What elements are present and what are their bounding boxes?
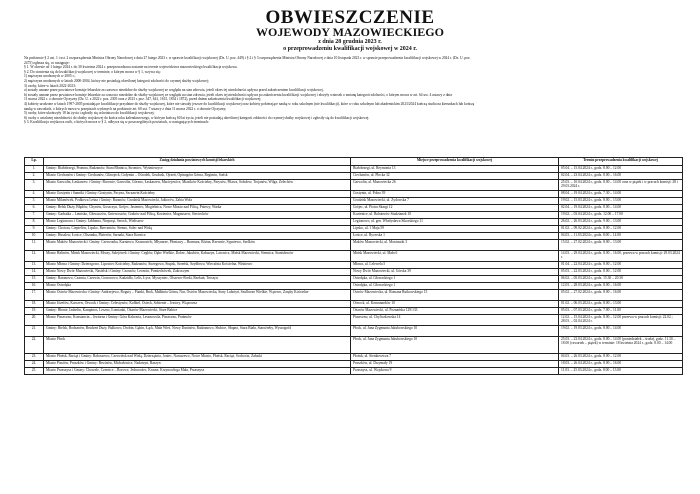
table-row (25, 226, 683, 233)
cell-term: 05.03. – 07.03.2024 r., godz. 7.00 – 11.00 (559, 308, 683, 315)
document-date: z dnia 28 grudnia 2023 r. (318, 39, 382, 45)
cell-area: Miasto Halinów, Mińsk Mazowiecki, Mrozy, Sulejówek i Gminy: Cegłów, Dębe Wielkie, Dobre, Jakubów, Kałuszyn, Latowicz, Mińsk Mazowiecki, Siennica, Stanisławów (44, 251, 351, 262)
table-row (25, 269, 683, 276)
table-row (25, 180, 683, 191)
intro-line: 11 marca 2022 r. o obronie Ojczyzny (Dz. U. z 2022 r. poz. 2305 oraz z 2023 r. poz. 347, 641, 1615, 1834 i 1872), przed dniem zakończenia kwalifikacji wojskowej; (24, 97, 262, 102)
cell-term: 04.03. – 26.03.2024 r., godz. 8.00 – 12.00 (559, 354, 683, 361)
cell-place: Legionowo, ul. gen. Władysława Sikorskiego 11 (351, 219, 559, 226)
cell-term: 05.04. – 15.04.2024 r., godz. 8.00 – 12.00 (559, 166, 683, 173)
cell-area: Miasto Płońsk, Raciąż i Gminy: Baboszewo, Czerwińsk nad Wisłą, Dzierzążnia, Joniec, Naruszewo, Nowe Miasto, Płońsk, Raciąż, Sochocin, Załuski (44, 354, 351, 361)
cell-term: 06.02. – 05.03.2024 r., godz. 15.30 – 20.30 (559, 276, 683, 283)
cell-place: Gostynin, ul. Polna 39 (351, 191, 559, 198)
intro-line: Na podstawie § 2 ust. 1 i ust. 2 rozporządzenia Ministra Obrony Narodowej z dnia 27 lutego 2023 r. w sprawie kwalifikacji wojskowej (Dz. U. poz. 449) i § 2 i § 3 rozporządzenia Ministra Obrony Narodowej z dnia 10 listopada 2023 r. w sprawie przeprowadzenia kwalifikacji wojskowej w 2024 r. (Dz. U. poz. (24, 56, 471, 60)
header-area: Zasięg działania powiatowych komisji lekarskich (44, 158, 351, 166)
cell-place: Płock, ul. Jana Zygmunta Jakubowskiego 10 (351, 326, 559, 337)
cell-lp: 24. (25, 361, 44, 368)
table-row (25, 308, 683, 315)
cell-place: Płońsk, ul. Sienkiewicza 7 (351, 354, 559, 361)
table-header-row (25, 158, 683, 166)
cell-term: 05.02. – 27.02.2024 r., godz. 8.00 – 16.00 (559, 290, 683, 301)
cell-term: 18.03. – 26.04.2024 r., godz. 8.00 – 16.00 (559, 361, 683, 368)
intro-line: 4) kobiety urodzone w latach 1997-2005 posiadające kwalifikacje przydatne do służby wojskowej, które nie stawały jeszcze do kwalifikacji wojskowej oraz kobiety pobierające naukę w roku szkolnym (nie kwalifikacji), które w roku szkolnym lub akademickim 2023/2024 kończą studia na kierunkach lub kończą (24, 101, 475, 106)
cell-term: 08.04. – 19.04.2024 r., godz. 7.30 – 14.00 (559, 191, 683, 198)
cell-place: Piaseczno, ul. Chyliczkowska 14 (351, 315, 559, 326)
cell-term: 04.03. – 11.03.2024 r., godz. 8.00 – 14.00 (559, 233, 683, 240)
cell-term: 25.03. – 23.04.2024 r., godz. 8.00 – 14.00 (poniedziałek – środa), godz. 11.30 – 18.00 (czwartek – piątek) w terminie: 18 kwietnia 2024 r., godz. 8.00 – 14.00 (559, 337, 683, 354)
cell-term: 05.03. – 22.03.2024 r., godz. 8.00 – 12.00 (559, 269, 683, 276)
header-place: Miejsce przeprowadzenia kwalifikacji wojskowej (351, 158, 559, 166)
cell-place: Maków Mazowiecki, ul. Moniuszki 3 (351, 240, 559, 251)
table-row (25, 361, 683, 368)
cell-term: 01.02. – 06.03.2024 r., godz. 8.00 – 13.00 (559, 301, 683, 308)
table-row (25, 251, 683, 262)
cell-term: 01.04. – 22.04.2024 r., godz. 8.00 – 12.00 (559, 262, 683, 269)
cell-place: Przasnysz, ul. Wojskowa 9 (351, 368, 559, 375)
cell-area: Gminy: Chotcza, Ciepielów, Lipsko, Rzeczniów, Sienno, Solec nad Wisłą (44, 226, 351, 233)
table-row (25, 326, 683, 337)
cell-area: Miasto Płock (44, 337, 351, 354)
table-row (25, 219, 683, 226)
cell-place: Pruszków, ul. Drzymały 19 (351, 361, 559, 368)
table-row (25, 262, 683, 269)
table-body (25, 166, 683, 375)
cell-area: Miasto Maków Mazowiecki i Gminy: Czerwonka, Karniewo, Krasnosielc, Młynarze, Płoniawy – Bramura, Różan, Rzewnie, Sypniewo, Szelków (44, 240, 351, 251)
document-subject: o przeprowadzeniu kwalifikacji wojskowej w 2024 r. (283, 46, 417, 52)
table-row (25, 212, 683, 219)
cell-place: Ostrołęka, ul. Głowackiego 1 (351, 276, 559, 283)
cell-lp: 10. (25, 233, 44, 240)
cell-term: 25.03. – 10.04.2024 r., godz. 8.00 – 14.00 oraz w piątek i w pracach komisji: 28 i 29.03.2024 r. (559, 180, 683, 191)
cell-place: Grójec, ul. Piotra Skargi 12 (351, 205, 559, 212)
cell-place: Grodzisk Mazowiecki, ul. Żydowska 7 (351, 198, 559, 205)
table-row (25, 191, 683, 198)
cell-lp: 21. (25, 326, 44, 337)
cell-lp: 2. (25, 173, 44, 180)
cell-term: 19.02. – 19.03.2024 r., godz. 8.00 – 14.00 (559, 326, 683, 337)
cell-place: Ostrów Mazowiecka, ul. Romana Rutkowskiego 15 (351, 290, 559, 301)
cell-area: Miasto Mława i Gminy: Dzierzgowo, Lipowiec Kościelny, Radzanów, Strzegowo, Stupsk, Szreńsk, Szydłowo, Wieczfnia Kościelna, Wiśniewo (44, 262, 351, 269)
intro-line: § 3. Kwalifikacja wojskowa osób, o których mowa w § 2, odbywa się w poszczególnych powiatach, w następujących terminach: (24, 120, 210, 125)
table-row (25, 240, 683, 251)
cell-term: 12.02. – 15.04.2024 r., godz. 8.00 – 12.00 przerwa w pracach komisji: 22.02.; 28.03. – 02.04.2024 r. (559, 315, 683, 326)
cell-lp: 6. (25, 205, 44, 212)
cell-area: Miasto Ostrołęka (44, 283, 351, 290)
intro-line: 5) osoby, które ukończyły 18 lat życia i zgłosiły się ochotniczo do kwalifikacji wojskowej; (24, 111, 155, 116)
intro-line: 6) osoby o ustalonej niezdolności do służby wojskowej do końca roku kalendarzowego, w którym kończą 60 lat życia, jeżeli nie posiadają określonej kategorii zdolności do czynnej służby wojskowej i zgłosiły się do kwalifikacji wojskowej. (24, 115, 370, 120)
cell-lp: 9. (25, 226, 44, 233)
table-row (25, 205, 683, 212)
cell-area: Gminy: Belsk Duży, Błędów, Chynów, Goszczyn, Grójec, Jasieniec, Mogielnica, Nowe Miasto nad Pilicą, Pniewy, Warka (44, 205, 351, 212)
table-row (25, 198, 683, 205)
document-subtitle: WOJEWODY MAZOWIECKIEGO (256, 25, 444, 39)
cell-place: Ożarów Mazowiecki, ul. Poznańska 129/133 (351, 308, 559, 315)
cell-place: Kozienice, ul. Bohaterów Studzianek 10 (351, 212, 559, 219)
cell-area: Gminy: Białobrzegi, Promna, Radzanów, Stara Błotnica, Stromiec, Wyśmierzyce (44, 166, 351, 173)
cell-place: Płock, ul. Jana Zygmunta Jakubowskiego 10 (351, 337, 559, 354)
header-lp: Lp. (25, 158, 44, 166)
cell-place: Łosice, ul. Rycerska 1 (351, 233, 559, 240)
table-row (25, 368, 683, 375)
intro-line: a) zostały uznane przez powiatowe komisje lekarskie za czasowo niezdolne do służby wojskowej ze względu na stan zdrowia, jeżeli okres tej niezdolności upływa przed zakończeniem kwalifikacji wojskowej, (24, 88, 324, 93)
cell-term: 19.02. – 15.03.2024 r., godz. 8.00 – 13.00 (559, 198, 683, 205)
cell-term: 01.02. – 09.02.2024 r., godz. 8.00 – 12.00 (559, 226, 683, 233)
cell-lp: 8. (25, 219, 44, 226)
cell-place: Lipsko, ul. 1 Maja 59 (351, 226, 559, 233)
cell-lp: 5. (25, 198, 44, 205)
cell-place: Białobrzegi, ul. Reymonta 13 (351, 166, 559, 173)
cell-lp: 20. (25, 315, 44, 326)
cell-area: Gminy: Baranowo, Czarnia, Czerwin, Goworowo, Kadzidło, Lelis, Łyse, Myszyniec, Olszewo-Borki, Rzekuń, Troszyn (44, 276, 351, 283)
cell-area: Miasto Józefów, Karczew, Otwock i Gminy: Celestynów, Kołbiel, Osieck, Sobienie – Jeziory, Wiązowna (44, 301, 351, 308)
cell-place: Mińsk Mazowiecki, ul. Mała 6 (351, 251, 559, 262)
cell-area: Gminy: Huszlew, Łosice, Olszanka, Platerów, Sarnaki, Stara Kornica (44, 233, 351, 240)
cell-lp: 16. (25, 283, 44, 290)
table-row (25, 233, 683, 240)
cell-area: Miasto Piaseczno, Konstancin – Jeziorna i Gminy: Góra Kalwaria, Lesznowola, Piaseczno, Prażmów (44, 315, 351, 326)
cell-area: Miasto Ciechanów i Gminy: Ciechanów, Glinojeck, Gołymin – Ośrodek, Grudusk, Ojrzeń, Opinogóra Górna, Regimin, Sońsk (44, 173, 351, 180)
intro-line: b) zostały uznane przez powiatowe komisje lekarskie za czasowo niezdolne do służby wojskowej ze względu na stan zdrowia, jeżeli okres tej niezdolności upływa po zakończeniu kwalifikacji wojskowej i złożyły wniosek o zmianę kategorii zdolności, o którym mowa w art. 64 ust. 4 ustawy z dnia (24, 92, 452, 97)
cell-area: Gminy: Błonie, Izabelin, Kampinos, Leszno, Łomianki, Ożarów Mazowiecki, Stare Babice (44, 308, 351, 315)
cell-area: Miasto Nowy Dwór Mazowiecki, Nasielsk i Gminy: Czosnów, Leoncin, Pomiechówek, Zakroczym (44, 269, 351, 276)
cell-term: 14.03. – 29.04.2024 r., godz. 8.00 – 16.00, przerwa w pracach komisji: 29.03.2024 r. (559, 251, 683, 262)
intro-line: 2475) ogłasza się, co następuje: (24, 60, 70, 65)
cell-term: 02.04. – 23.04.2024 r., godz. 8.00 – 16.00 (559, 173, 683, 180)
cell-term: 15.02. – 27.02.2024 r., godz. 8.00 – 13.00 (559, 240, 683, 251)
cell-lp: 3. (25, 180, 44, 191)
cell-place: Ciechanów, ul. Płocka 32 (351, 173, 559, 180)
cell-area: Miasto Gostynin i Sanniki i Gminy: Gostynin, Pacyna, Szczawin Kościelny (44, 191, 351, 198)
header-term: Termin przeprowadzenia kwalifikacji wojskowej (559, 158, 683, 166)
cell-lp: 25. (25, 368, 44, 375)
cell-area: Gminy: Garbatka – Letnisko, Głowaczów, Gniewoszów, Grabów nad Pilicą, Kozienice, Magnuszew, Sieciechów (44, 212, 351, 219)
intro-line: § 1. W okresie od 1 lutego 2024 r. do 30 kwietnia 2024 r. przeprowadzona zostanie na terenie województwa mazowieckiego kwalifikacja wojskowa. (24, 65, 238, 70)
cell-area: Gminy: Bielsk, Bodzanów, Brudzeń Duży, Bulkowo, Drobin, Gąbin, Łąck, Mała Wieś, Nowy Duninów, Radzanowo, Słubice, Słupno, Stara Biała, Staroźreby, Wyszogród (44, 326, 351, 337)
cell-lp: 12. (25, 251, 44, 262)
cell-place: Otwock, ul. Komunardów 10 (351, 301, 559, 308)
cell-lp: 7. (25, 212, 44, 219)
table-row (25, 290, 683, 301)
intro-line: 3) osoby, które w latach 2022-2023: (24, 83, 76, 88)
cell-term: 12.03. – 28.03.2024 r., godz. 8.00 – 16.00 (559, 283, 683, 290)
intro-line: 2) mężczyzn urodzonych w latach 2000-2004, którzy nie posiadają określonej kategorii zdolności do czynnej służby wojskowej; (24, 78, 209, 83)
cell-area: Miasto Legionowo i Gminy: Jabłonna, Nieporęt, Serock, Wieliszew (44, 219, 351, 226)
cell-lp: 18. (25, 301, 44, 308)
cell-term: 26.02. – 26.03.2024 r., godz. 9.00 – 13.00 (559, 219, 683, 226)
cell-lp: 14. (25, 269, 44, 276)
cell-place: Nowy Dwór Mazowiecki, ul. Górska 39 (351, 269, 559, 276)
cell-term: 02.04. – 19.04.2024 r., godz. 8.00 – 14.00 (559, 205, 683, 212)
cell-area: Miasto Milanówek, Podkowa Leśna i Gminy: Baranów, Grodzisk Mazowiecki, Jaktorów, Żabia Wola (44, 198, 351, 205)
cell-place: Mława, ul. Lelewela 5 (351, 262, 559, 269)
cell-lp: 13. (25, 262, 44, 269)
cell-area: Miasto Garwolin, Łaskarzew i Gminy: Borowie, Garwolin, Górzno, Łaskarzew, Maciejowice, Miastków Kościelny, Parysów, Pilawa, Sobolew, Trojanów, Wilga, Żelechów (44, 180, 351, 191)
cell-place: Ostrołęka, ul. Głowackiego 1 (351, 283, 559, 290)
cell-place: Garwolin, al. Mazowiecka 26 (351, 180, 559, 191)
intro-line: § 2. Do stawienia się do kwalifikacji wojskowej w terminie, o którym mowa w § 1, wzywa się: (24, 69, 161, 74)
qualification-table (24, 157, 683, 375)
table-row (25, 276, 683, 283)
document-title: OBWIESZCZENIE (265, 7, 435, 28)
cell-term: 19.02. – 03.04.2024 r., godz. 12.00 – 17.00 (559, 212, 683, 219)
cell-lp: 4. (25, 191, 44, 198)
table-row (25, 283, 683, 290)
cell-lp: 19. (25, 308, 44, 315)
cell-lp: 1. (25, 166, 44, 173)
cell-lp: 22. (25, 337, 44, 354)
cell-area: Miasto Piastów, Pruszków i Gminy: Brwinów, Michałowice, Nadarzyn, Raszyn (44, 361, 351, 368)
intro-text (24, 56, 682, 125)
cell-area: Miasto Ostrów Mazowiecka i Gminy: Andrzejewo, Boguty – Pianki, Brok, Małkinia Górna, Nur, Ostrów Mazowiecka, Stary Lubotyń, Szulborze Wielkie, Wąsewo, Zaręby Kościelne (44, 290, 351, 301)
cell-lp: 23. (25, 354, 44, 361)
cell-term: 11.03. – 25.03.2024 r., godz. 8.00 – 13.00 (559, 368, 683, 375)
cell-lp: 17. (25, 290, 44, 301)
cell-lp: 11. (25, 240, 44, 251)
table-row (25, 173, 683, 180)
table-row (25, 337, 683, 354)
table-row (25, 301, 683, 308)
table-row (25, 166, 683, 173)
cell-area: Miasto Przasnysz i Gminy: Chorzele, Czernice – Borowe, Jednorożec, Krasne, Krzynowłoga Mała, Przasnysz (44, 368, 351, 375)
intro-line: naukę w zawodach, o których mowa w przepisach wydanych na podstawie art. 60 ust. 7 ustawy z dnia 11 marca 2022 r. o obronie Ojczyzny; (24, 106, 227, 111)
cell-lp: 15. (25, 276, 44, 283)
table-row (25, 315, 683, 326)
intro-line: 1) mężczyzn urodzonych w 2005 r.; (24, 74, 76, 79)
table-row (25, 354, 683, 361)
